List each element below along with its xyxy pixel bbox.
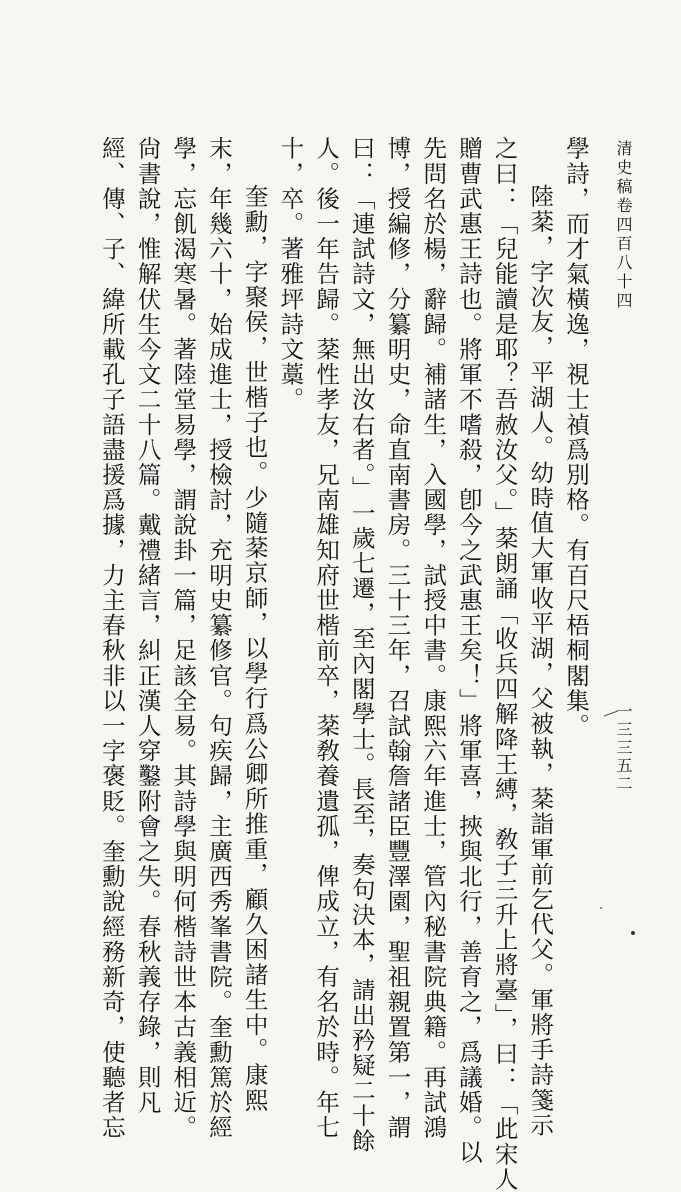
text-column: 奎勳，字聚侯，世楷子也。少隨棻京師，以學行爲公卿所推重，顧久困諸生中。康熙 (240, 184, 269, 1113)
text-column: 先問名於楊，辭歸。補諸生，入國學，試授中書。康熙六年進士，管內秘書院典籍。再試鴻 (419, 136, 448, 1140)
text-column: 尙書說，惟解伏生今文二十八篇。戴禮緒言，糾正漢人穿鑿附會之失。春秋義存錄，則凡 (133, 136, 162, 1115)
text-column: 學詩，而才氣橫逸，視士禎爲別格。有百尺梧桐閣集。 (562, 136, 590, 739)
text-column: 之曰：「兒能讀是耶？吾赦汝父。」棻朗誦「收兵四解降王縛，敎子三升上將臺」，曰：「此宋人 (490, 136, 519, 1192)
page-number: 一三三五二 (614, 703, 633, 793)
text-column: 學，忘飢渴寒暑。著陸堂易學，謂說卦一篇，足該全易。其詩學與明何楷詩世本古義相近。 (169, 136, 198, 1140)
text-column: 末，年幾六十，始成進士，授檢討，充明史纂修官。句疾歸，主廣西秀峯書院。奎勳篤於經 (204, 136, 233, 1140)
text-column: 曰：「連試詩文，無出汝右者。」一歲七遷，至內閣學士。長至，奏句決本，請出矜疑二十餘 (347, 136, 376, 1154)
text-column: 陸棻，字次友，平湖人。幼時值大軍收平湖，父被執，棻詣軍前乞代父。軍將手詩箋示 (526, 184, 555, 1138)
text-column: 十，卒。著雅坪詩文藁。 (276, 136, 305, 413)
text-column: 博，授編修，分纂明史，命直南書房。三十三年，召試翰詹諸臣豐澤園，聖祖親置第一，謂 (383, 136, 412, 1140)
text-column: 經、傳、子、緯所載孔子語盡援爲據，力主春秋非以一字褒貶。奎勳說經務新奇，使聽者忘 (97, 136, 126, 1140)
text-column: 贈曹武惠王詩也。將軍不嗜殺，卽今之武惠王矣！」將軍喜，挾與北行，善育之，爲議婚。以 (454, 136, 483, 1166)
text-column: 人。後一年告歸。棻性孝友，兄南雄知府世楷前卒，棻敎養遺孤，俾成立，有名於時。年七 (312, 136, 341, 1140)
running-header-title: 清史稿卷四百八十四 (614, 140, 633, 311)
